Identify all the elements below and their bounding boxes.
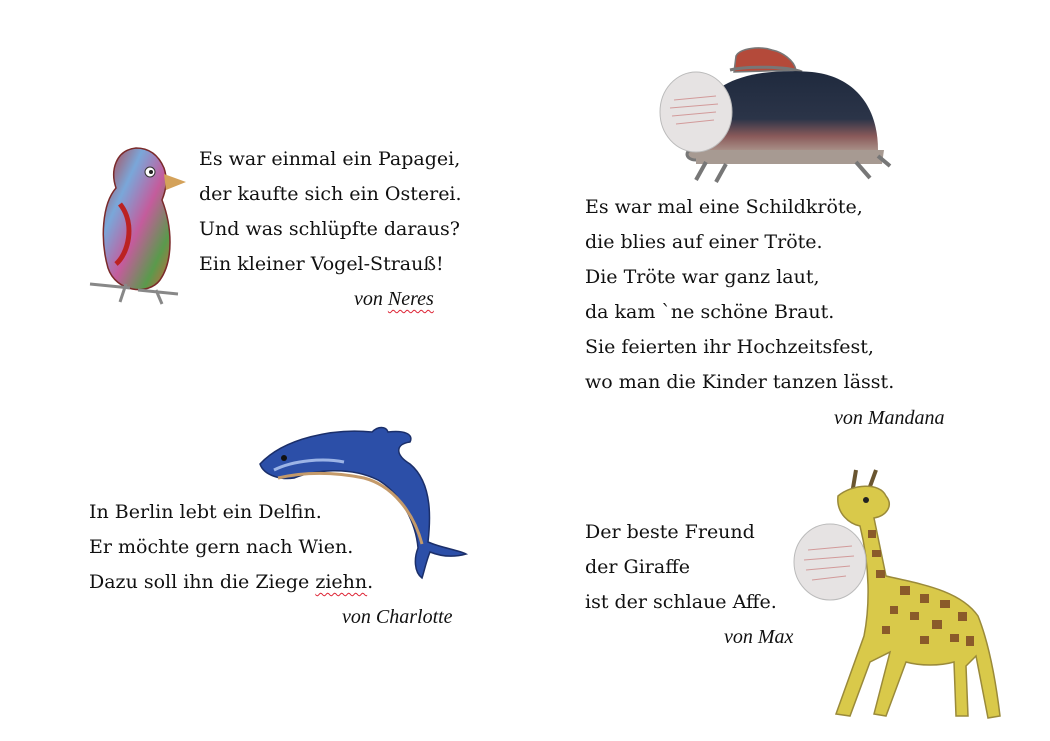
- poem-giraffe: [585, 515, 777, 620]
- poem-line: wo man die Kinder tanzen lässt.: [585, 371, 895, 393]
- author-neres: [354, 282, 434, 317]
- poem-line: Es war einmal ein Papagei,: [199, 148, 461, 170]
- poem-line: der Giraffe: [585, 556, 690, 578]
- poem-line: Der beste Freund: [585, 521, 755, 543]
- poem-line: [89, 565, 373, 600]
- poem-line: der kaufte sich ein Osterei.: [199, 183, 462, 205]
- author-name: Neres: [387, 288, 434, 310]
- giraffe-drawing: [790, 466, 1010, 722]
- spellcheck-word: ziehn: [315, 571, 368, 593]
- author-mandana: [834, 401, 945, 436]
- author-prefix: von: [724, 626, 758, 648]
- author-name: Max: [757, 626, 794, 648]
- poem-line: In Berlin lebt ein Delfin.: [89, 501, 322, 523]
- poem-line: Ein kleiner Vogel-Strauß!: [199, 253, 444, 275]
- author-prefix: von: [834, 407, 868, 429]
- poem-line: Und was schlüpfte daraus?: [199, 218, 460, 240]
- poem-line: Die Tröte war ganz laut,: [585, 266, 820, 288]
- author-prefix: von: [342, 606, 376, 628]
- poem-line: die blies auf einer Tröte.: [585, 231, 823, 253]
- poem-schildkroete: [585, 190, 894, 400]
- poem-line: Er möchte gern nach Wien.: [89, 536, 354, 558]
- turtle-drawing: [656, 46, 892, 184]
- author-name: Charlotte: [375, 606, 453, 628]
- poem-line: ist der schlaue Affe.: [585, 591, 777, 613]
- poem-line: da kam `ne schöne Braut.: [585, 301, 835, 323]
- line-text: .: [367, 571, 374, 593]
- parrot-drawing: [86, 144, 190, 306]
- poem-papagei: [199, 142, 462, 282]
- author-charlotte: [342, 600, 453, 635]
- poem-line: Es war mal eine Schildkröte,: [585, 196, 863, 218]
- poem-line: Sie feierten ihr Hochzeitsfest,: [585, 336, 874, 358]
- line-text: Dazu soll ihn die Ziege: [89, 571, 316, 593]
- author-name: Mandana: [867, 407, 945, 429]
- author-prefix: von: [354, 288, 388, 310]
- author-max: [724, 620, 793, 655]
- poem-delfin: [89, 495, 373, 600]
